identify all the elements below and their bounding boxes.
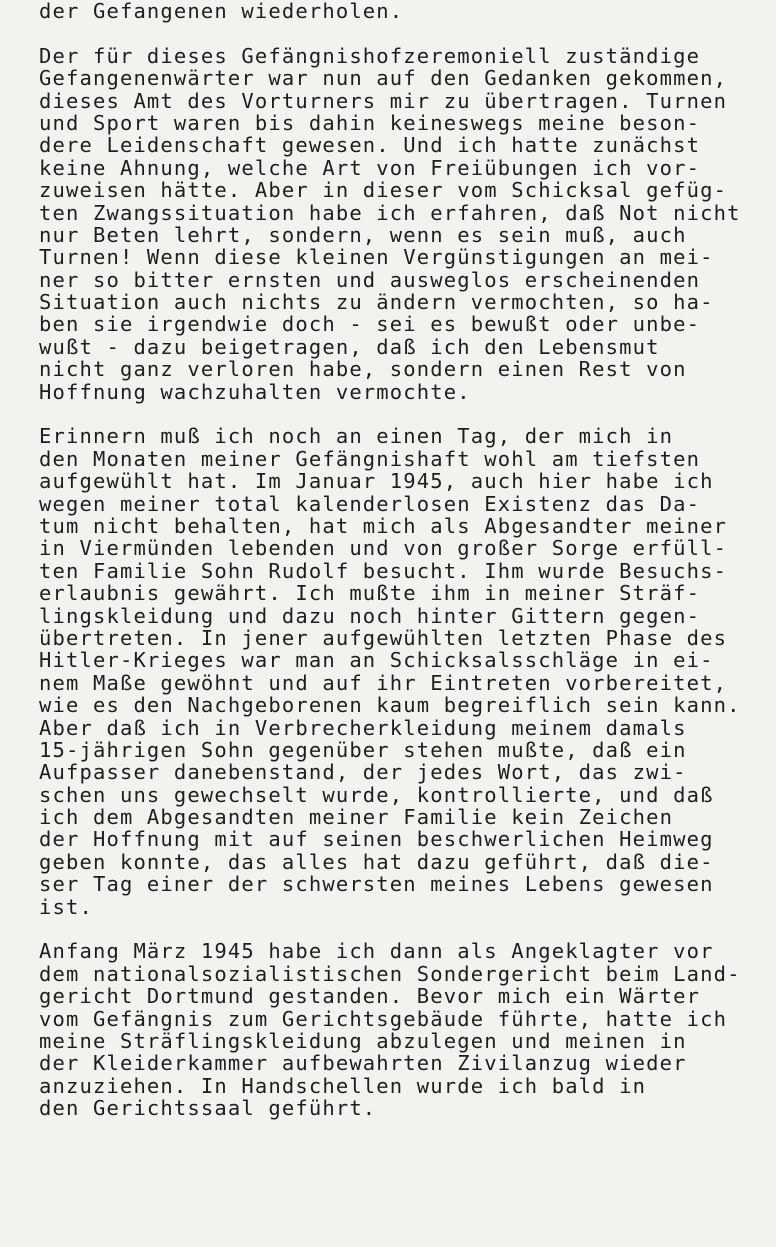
paragraph-gap (39, 918, 769, 940)
text-line: tum nicht behalten, hat mich als Abgesandter meiner (39, 513, 728, 538)
text-line: ten Zwangssituation habe ich erfahren, daß Not nicht (39, 200, 741, 225)
text-line: schen uns gewechselt wurde, kontrollierte, und daß (39, 782, 714, 807)
text-line: und Sport waren bis dahin keineswegs meine beson- (39, 110, 701, 135)
body-text (39, 0, 769, 1120)
text-line: Aber daß ich in Verbrecherkleidung meinem damals (39, 715, 687, 740)
text-line: anzuziehen. In Handschellen wurde ich bald in (39, 1073, 647, 1098)
text-line: nicht ganz verloren habe, sondern einen Rest von (39, 357, 687, 382)
text-line: keine Ahnung, welche Art von Freiübungen ich vor- (39, 155, 701, 180)
text-line: ben sie irgendwie doch - sei es bewußt oder unbe- (39, 312, 701, 337)
text-line: Der für dieses Gefängnishofzeremoniell zuständige (39, 43, 701, 68)
paragraph (39, 45, 769, 403)
text-line: Turnen! Wenn diese kleinen Vergünstigungen an mei- (39, 245, 714, 270)
text-line: ser Tag einer der schwersten meines Lebens gewesen (39, 872, 714, 897)
text-line: ist. (39, 894, 93, 919)
text-line: dere Leidenschaft gewesen. Und ich hatte zunächst (39, 133, 701, 158)
paragraph (39, 0, 769, 22)
text-line: der Gefangenen wiederholen. (39, 0, 404, 23)
text-line: Erinnern muß ich noch an einen Tag, der mich in (39, 424, 674, 449)
text-line: aufgewühlt hat. Im Januar 1945, auch hier habe ich (39, 469, 714, 494)
text-line: 15-jährigen Sohn gegenüber stehen mußte, daß ein (39, 737, 687, 762)
text-line: dem nationalsozialistischen Sondergericht beim Land- (39, 961, 741, 986)
text-line: Anfang März 1945 habe ich dann als Angeklagter vor (39, 939, 714, 964)
text-line: den Gerichtssaal geführt. (39, 1096, 377, 1121)
paragraph-gap (39, 22, 769, 44)
text-line: gericht Dortmund gestanden. Bevor mich ein Wärter (39, 984, 701, 1009)
text-line: Hitler-Krieges war man an Schicksalsschläge in ei- (39, 648, 714, 673)
text-line: ner so bitter ernsten und ausweglos erscheinenden (39, 267, 701, 292)
text-line: nem Maße gewöhnt und auf ihr Eintreten vorbereitet, (39, 670, 728, 695)
text-line: wie es den Nachgeborenen kaum begreiflich sein kann. (39, 693, 741, 718)
text-line: nur Beten lehrt, sondern, wenn es sein muß, auch (39, 222, 687, 247)
text-line: Situation auch nichts zu ändern vermochten, so ha- (39, 290, 714, 315)
text-line: in Viermünden lebenden und von großer Sorge erfüll- (39, 536, 728, 561)
text-line: wußt - dazu beigetragen, daß ich den Lebensmut (39, 334, 660, 359)
text-line: zuweisen hätte. Aber in dieser vom Schicksal gefüg- (39, 178, 728, 203)
text-line: Hoffnung wachzuhalten vermochte. (39, 379, 471, 404)
text-line: lingskleidung und dazu noch hinter Gittern gegen- (39, 603, 701, 628)
text-line: ich dem Abgesandten meiner Familie kein Zeichen (39, 805, 674, 830)
text-line: den Monaten meiner Gefängnishaft wohl am tiefsten (39, 446, 701, 471)
text-line: Aufpasser danebenstand, der jedes Wort, das zwi- (39, 760, 687, 785)
text-line: meine Sträflingskleidung abzulegen und meinen in (39, 1028, 687, 1053)
text-line: vom Gefängnis zum Gerichtsgebäude führte, hatte ich (39, 1006, 728, 1031)
text-line: erlaubnis gewährt. Ich mußte ihm in meiner Sträf- (39, 581, 701, 606)
paragraph (39, 940, 769, 1119)
text-line: übertreten. In jener aufgewühlten letzten Phase des (39, 625, 728, 650)
text-line: Gefangenenwärter war nun auf den Gedanken gekommen, (39, 66, 728, 91)
paragraph-gap (39, 403, 769, 425)
text-line: ten Familie Sohn Rudolf besucht. Ihm wurde Besuchs- (39, 558, 728, 583)
text-line: der Hoffnung mit auf seinen beschwerlichen Heimweg (39, 827, 714, 852)
text-line: geben konnte, das alles hat dazu geführt, daß die- (39, 849, 714, 874)
text-line: wegen meiner total kalenderlosen Existenz das Da- (39, 491, 701, 516)
paragraph (39, 425, 769, 918)
text-line: dieses Amt des Vorturners mir zu übertragen. Turnen (39, 88, 728, 113)
text-line: der Kleiderkammer aufbewahrten Zivilanzug wieder (39, 1051, 687, 1076)
